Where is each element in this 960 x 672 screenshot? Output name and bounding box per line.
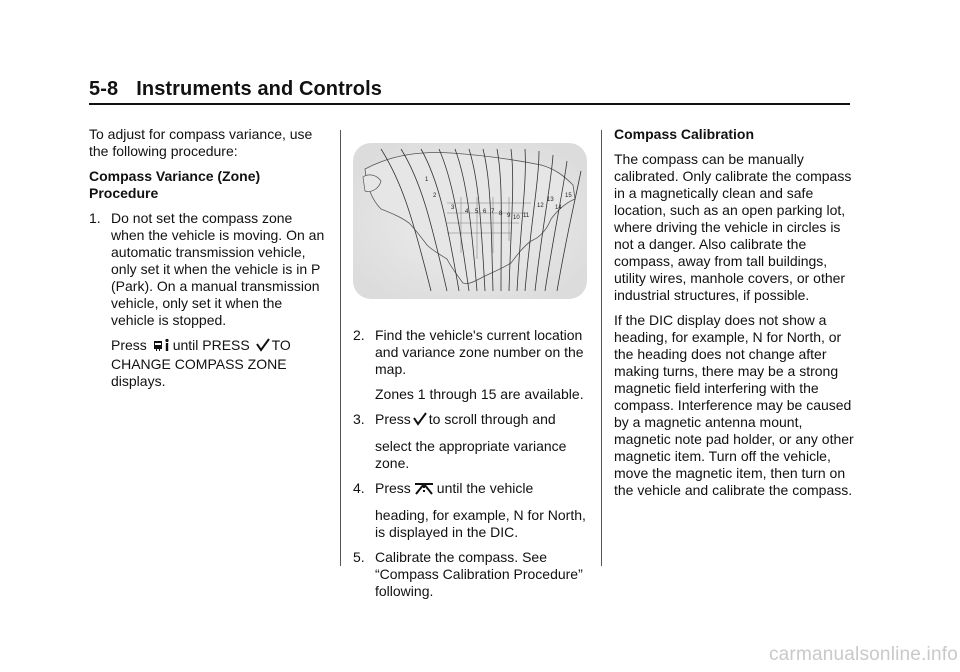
zone-label: 4: [465, 209, 469, 215]
step-text: Calibrate the compass. See “Compass Calibration Procedure” following.: [375, 549, 583, 599]
press-label: Press: [111, 337, 147, 353]
zone-label: 2: [433, 193, 437, 199]
trip-odometer-icon: [413, 481, 435, 499]
step-3-sub: select the appropriate variance zone.: [375, 438, 567, 471]
step-2-sub: Zones 1 through 15 are available.: [375, 386, 584, 402]
zone-label: 5: [475, 209, 479, 215]
press-rest: CHANGE COMPASS ZONE displays.: [111, 356, 287, 389]
step-4-text: until the vehicle: [436, 480, 534, 496]
section-number: 5-8: [89, 78, 119, 100]
watermark-text: carmanualsonline.info: [768, 644, 958, 665]
zone-label: 9: [507, 213, 511, 219]
zone-label: 3: [451, 205, 455, 211]
zone-label: 14: [555, 205, 562, 211]
zone-label: 6: [483, 209, 487, 215]
press-instruction: [89, 337, 329, 390]
compass-zone-map: [351, 141, 589, 301]
step-3: [353, 411, 589, 430]
column-divider: [601, 130, 602, 566]
zone-label: 7: [491, 209, 495, 215]
step-number: 1.: [89, 210, 101, 226]
column-left: [89, 126, 329, 398]
calibration-paragraph-2: If the DIC display does not show a heading, for example, N for North, or the heading does not change after making turns, there may be a strong magnetic field interfering with the compass. Interference may be caused by a magnetic antenna mount, magnetic note pad holder, or any other magnetic item. Turn off the vehicle, move the magnetic item, then turn on the vehicle and calibrate the compass.: [614, 312, 854, 498]
step-1: [89, 210, 329, 329]
step-number: 2.: [353, 327, 365, 343]
zone-label: 12: [537, 203, 544, 209]
vehicle-info-icon: [153, 338, 171, 356]
step-number: 5.: [353, 549, 365, 565]
press-label: Press: [375, 411, 411, 427]
checkmark-icon: [413, 412, 427, 430]
column-divider: [340, 130, 341, 566]
column-right: [614, 126, 854, 507]
zone-map-svg: [351, 141, 589, 301]
step-5: [353, 549, 589, 600]
checkmark-icon: [256, 338, 270, 356]
step-number: 3.: [353, 411, 365, 427]
zone-label: 8: [499, 211, 503, 217]
step-4: [353, 480, 589, 499]
section-title: Instruments and Controls: [136, 78, 382, 100]
step-text: Do not set the compass zone when the vehicle is moving. On an automatic transmission vehicle, only set it when the vehicle is in P (Park). On a manual transmission vehicle, only set it when the vehicle is stopped.: [111, 210, 325, 328]
step-2: [353, 327, 589, 378]
zone-label: 15: [565, 193, 572, 199]
press-to: TO: [271, 337, 291, 353]
header-rule: [89, 103, 850, 105]
intro-text: To adjust for compass variance, use the following procedure:: [89, 126, 313, 159]
step-text: [375, 480, 589, 499]
press-label: Press: [375, 480, 411, 496]
step-text: [375, 411, 589, 430]
page-title: [89, 78, 382, 101]
step-text: Find the vehicle's current location and variance zone number on the map.: [375, 327, 584, 377]
zone-label: 1: [425, 177, 429, 183]
calibration-heading: Compass Calibration: [614, 126, 755, 142]
step-3-text: to scroll through and: [428, 411, 556, 427]
zone-label: 10: [513, 215, 520, 221]
variance-heading: Compass Variance (Zone) Procedure: [89, 168, 261, 201]
step-number: 4.: [353, 480, 365, 496]
step-4-sub: heading, for example, N for North, is displayed in the DIC.: [375, 507, 586, 540]
zone-label: 13: [547, 197, 554, 203]
calibration-paragraph-1: The compass can be manually calibrated. Only calibrate the compass in a magnetically clean and safe location, such as an open parking lot, where driving the vehicle in circles is not a danger. Also calibrate the compass, away from tall buildings, utility wires, manhole covers, or other industrial structures, if possible.: [614, 151, 852, 303]
press-until: until PRESS: [172, 337, 250, 353]
zone-label: 11: [523, 213, 530, 219]
page-header: [89, 78, 850, 108]
